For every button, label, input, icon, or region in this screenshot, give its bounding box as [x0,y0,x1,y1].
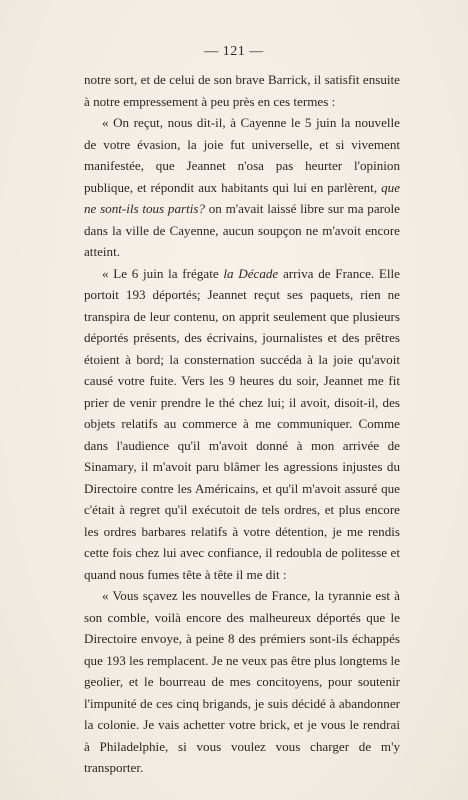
text-run: arriva de France. Elle portoit 193 déportés; Jeannet reçut ses paquets, rien ne transpira de leur contenu, on apprit seulement que plusieurs déportés présents, des écrivains, journalistes et des prêtres étoient à bord; la consternation succéda à la joie qu'avoit causé votre fuite. Vers les 9 heures du soir, Jeannet me fit prier de venir prendre le thé chez lui; il avoit, disoit-il, des objets relatifs au commerce à me communiquer. Comme dans l'audience qu'il m'avoit donné à mon arrivée de Sinamary, il m'avoit paru blâmer les agressions injustes du Directoire contre les Américains, et qu'il m'avoit assuré que c'était à regret qu'il exécutoit de tels ordres, et plus encore les ordres barbares relatifs à votre détention, je me rendis cette fois chez lui avec confiance, il redoubla de politesse et quand nous fumes tête à tête il me dit : [84,265,400,582]
paragraph [84,263,400,586]
italic-text-run: la Décade [223,265,279,281]
text-run: « On reçut, nous dit-il, à Cayenne le 5 juin la nouvelle de votre évasion, la joie fut universelle, et si vivement manifestée, que Jeannet n'osa pas heurter l'opinion publique, et répondit aux habitants qui lui en parlèrent, [84,115,400,195]
page-number: — 121 — [204,44,264,59]
paragraph [84,112,400,263]
text-run: notre sort, et de celui de son brave Barrick, il satisfit ensuite à notre empressement à peu près en ces termes : [84,72,400,109]
paragraph [84,69,400,112]
italic-text-run: que ne sont-ils tous partis? [84,179,400,216]
text-run: « Le 6 juin la frégate [102,265,224,281]
body-text [84,69,400,779]
paragraph [84,585,400,779]
text-run: « Vous sçavez les nouvelles de France, la tyrannie est à son comble, voilà encore des malheureux déportés que le Directoire envoye, à peine 8 des prémiers sont-ils échappés que 193 les remplacent. Je ne veux pas être plus longtems le geolier, et le bourreau de mes concitoyens, pour soutenir l'impunité de ces cinq brigands, je suis décidé à abandonner la colonie. Je vais achetter votre brick, et je vous le rendrai à Philadelphie, si vous voulez vous charger de m'y transporter. [84,588,400,775]
text-run: on m'avait laissé libre sur ma parole dans la ville de Cayenne, aucun soupçon ne m'avoit encore atteint. [84,201,400,259]
